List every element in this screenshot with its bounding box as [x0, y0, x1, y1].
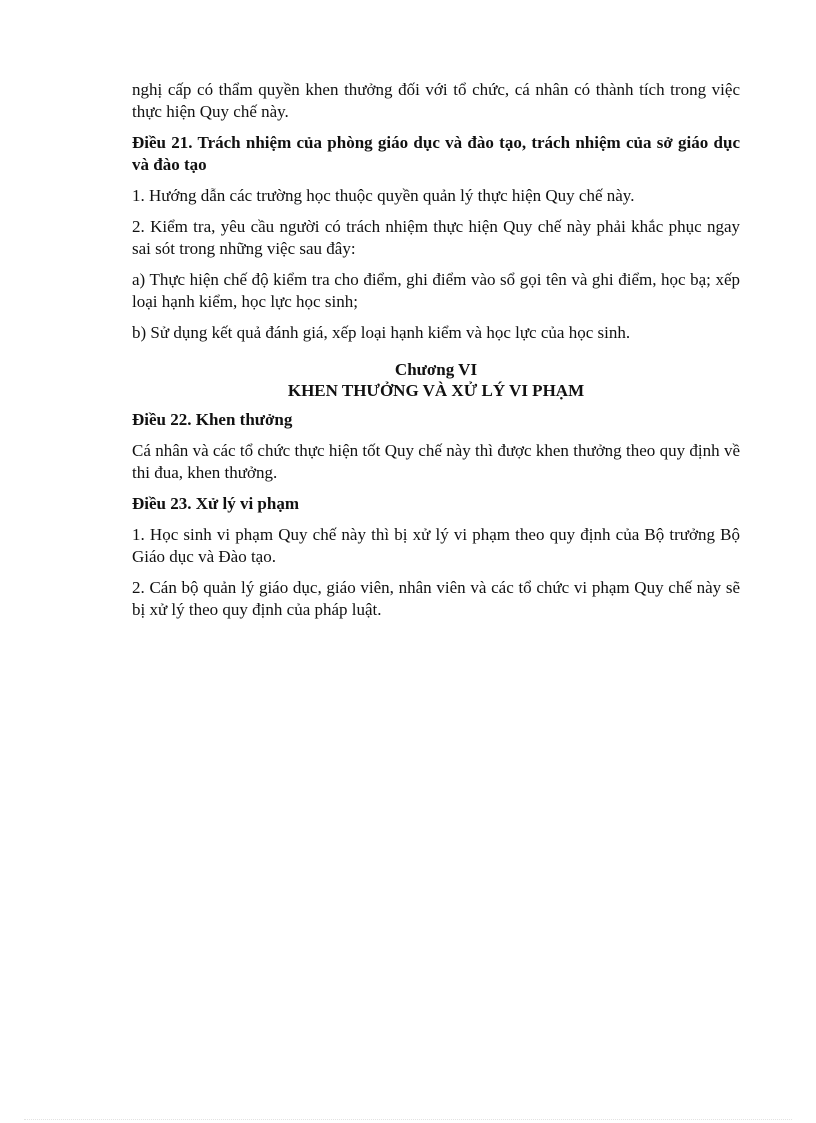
article-21-item-2: 2. Kiểm tra, yêu cầu người có trách nhiệm thực hiện Quy chế này phải khắc phục ngay sai sót trong những việc sau đây:: [132, 217, 740, 258]
paragraph-continuation: nghị cấp có thẩm quyền khen thưởng đối với tổ chức, cá nhân có thành tích trong việc thực hiện Quy chế này.: [132, 80, 740, 121]
article-22-body: Cá nhân và các tổ chức thực hiện tốt Quy chế này thì được khen thưởng theo quy định về thi đua, khen thưởng.: [132, 441, 740, 482]
article-22-heading: Điều 22. Khen thưởng: [132, 410, 293, 429]
chapter-title: KHEN THƯỞNG VÀ XỬ LÝ VI PHẠM: [287, 381, 585, 400]
article-23-item-2: 2. Cán bộ quản lý giáo dục, giáo viên, nhân viên và các tổ chức vi phạm Quy chế này sẽ bị xử lý theo quy định của pháp luật.: [132, 578, 740, 619]
document-page: [132, 79, 740, 630]
article-21-item-2b: b) Sử dụng kết quả đánh giá, xếp loại hạnh kiểm và học lực của học sinh.: [132, 323, 631, 342]
article-23-heading: Điều 23. Xử lý vi phạm: [132, 494, 299, 513]
page-bottom-divider: [24, 1119, 792, 1120]
article-23-item-1: 1. Học sinh vi phạm Quy chế này thì bị xử lý vi phạm theo quy định của Bộ trưởng Bộ Giáo dục và Đào tạo.: [132, 525, 740, 566]
chapter-number: Chương VI: [394, 360, 478, 379]
article-21-heading: Điều 21. Trách nhiệm của phòng giáo dục và đào tạo, trách nhiệm của sở giáo dục và đào tạo: [132, 133, 740, 174]
chapter-heading: [132, 359, 740, 401]
article-21-item-2a: a) Thực hiện chế độ kiểm tra cho điểm, ghi điểm vào sổ gọi tên và ghi điểm, học bạ; xếp loại hạnh kiểm, học lực học sinh;: [132, 270, 740, 311]
article-21-item-1: 1. Hướng dẫn các trường học thuộc quyền quản lý thực hiện Quy chế này.: [132, 186, 635, 205]
